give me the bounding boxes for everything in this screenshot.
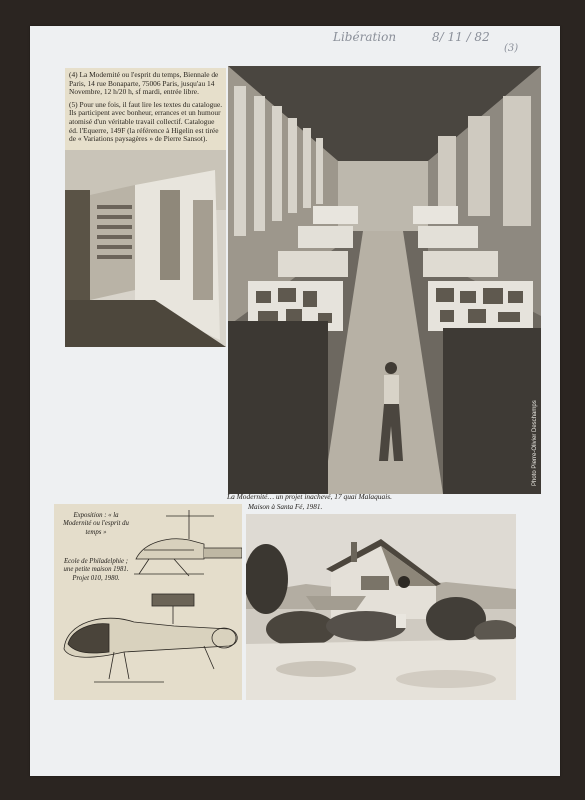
photo-credit: Photo Pierre-Olivier Deschamps: [532, 400, 538, 486]
exhibition-caption: Exposition : « la Modernité ou l'esprit du temps »: [63, 512, 129, 536]
notes-text: [69, 71, 223, 148]
paper-sheet: [30, 26, 560, 776]
note-paragraph-4: (4) La Modernité ou l'esprit du temps, Biennale de Paris, 14 rue Bonaparte, 75006 Paris, jusqu'au 14 Novembre, 12 h/20 h, sf mardi, entrée libre.: [69, 70, 219, 97]
handwritten-date: 8/ 11 / 82: [432, 30, 490, 44]
handwritten-page: (3): [504, 43, 519, 54]
philadelphia-caption: Ecole de Philadelphie ; une petite maison 1981. Projet 010, 1980.: [63, 558, 129, 582]
main-exhibition-photo: [228, 66, 541, 494]
koenigseder-photo: [65, 150, 226, 347]
main-photo-caption: La Modernité… un projet inachevé, 17 quai Malaquais.: [227, 492, 392, 501]
handwritten-source: Libération: [333, 30, 397, 44]
santa-fe-house-photo: [246, 514, 516, 700]
note-paragraph-5: (5) Pour une fois, il faut lire les textes du catalogue. Ils participent avec bonheur, errances et un humour atomisé d'un véritable travail collectif. Catalogue éd. l'Equerre, 149F (la référence à Higelin est tirée de « Variations paysagères » de Pierre Sansot).: [69, 99, 223, 144]
top-left-clipping: [65, 68, 226, 347]
bottom-left-clipping: [54, 504, 242, 700]
santa-fe-caption: Maison à Santa Fé, 1981.: [248, 503, 323, 511]
